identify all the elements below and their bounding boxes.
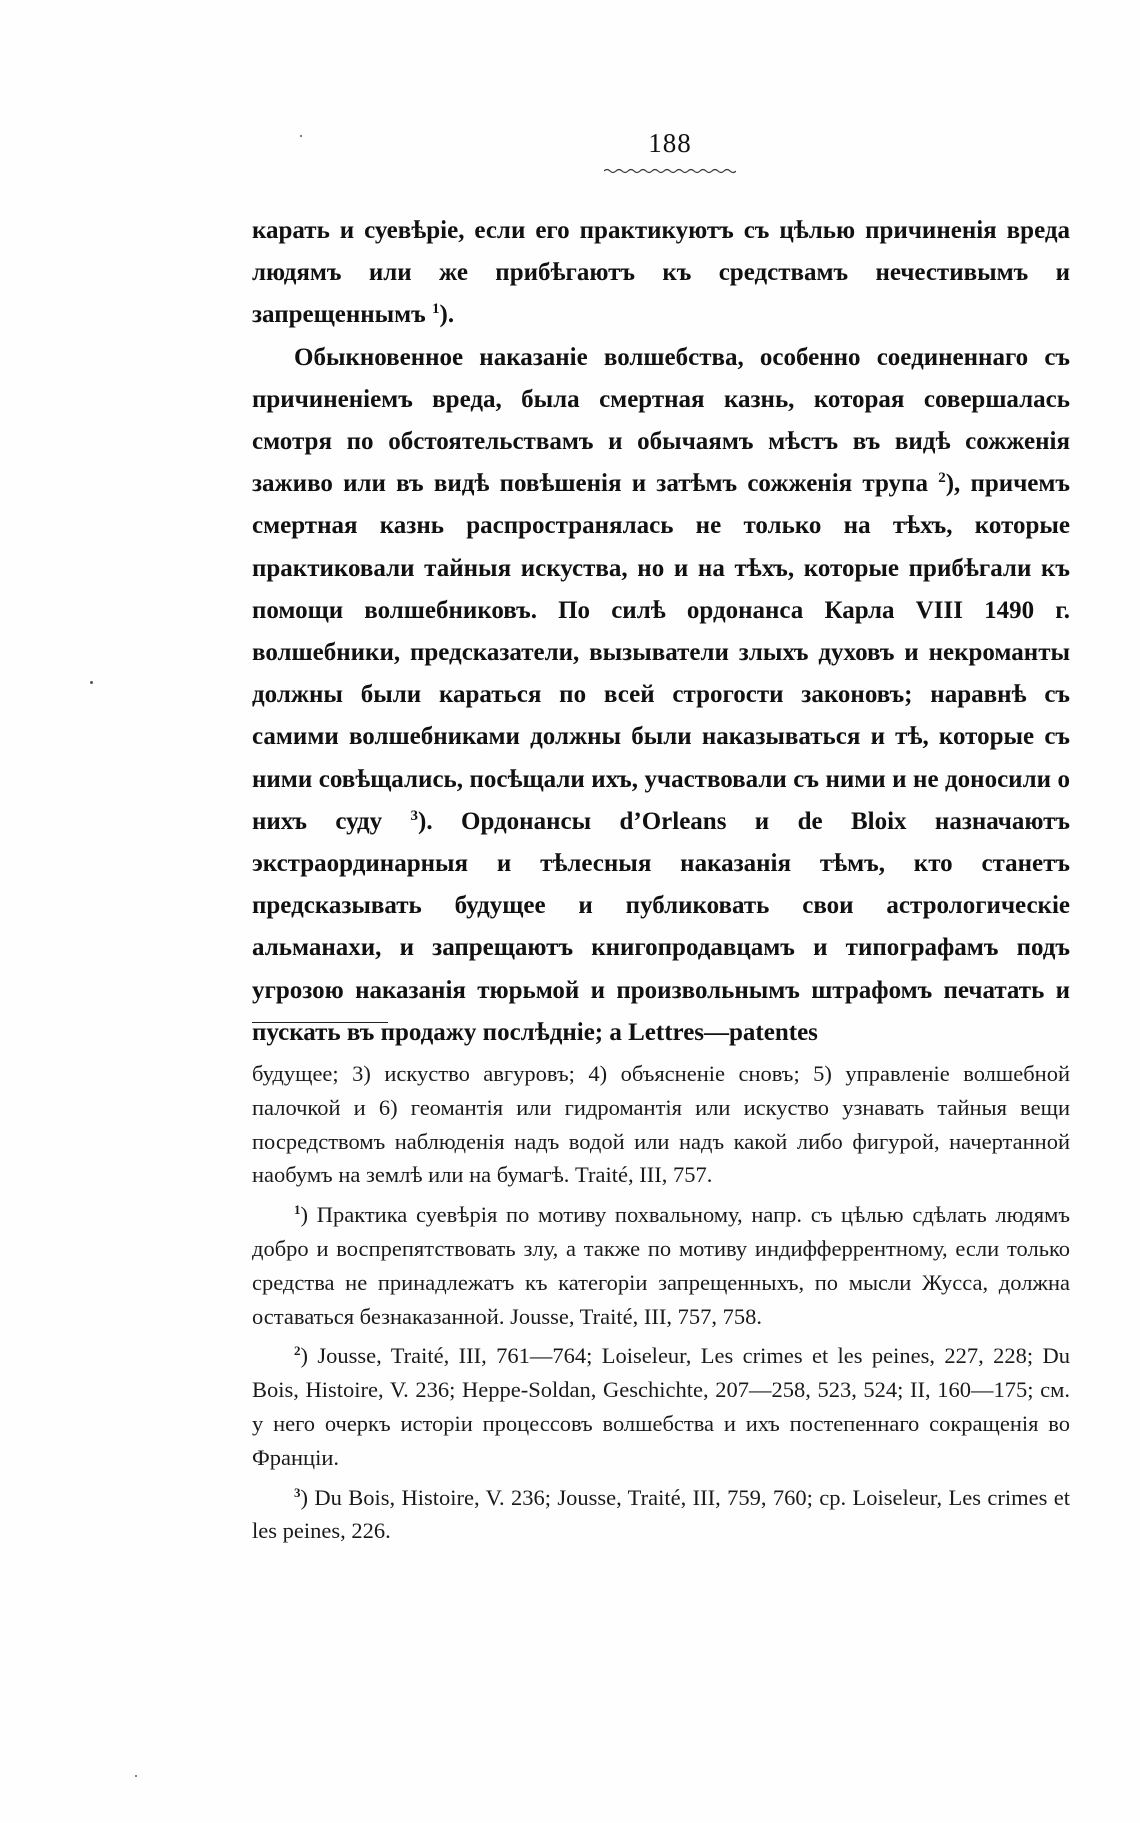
main-text xyxy=(252,210,1070,1054)
footnote: $^2$) Jousse, Traité, III, 761—764; Loiseleur, Les crimes et les peines, 227, 228; Du Bois, Histoire, V. 236; Heppe-Soldan, Geschichte, 207—258, 523, 524; II, 160—175; см. у него очеркъ исторіи процессовъ волшебства и ихъ постепеннаго сокращенія во Франціи. xyxy=(252,1343,1070,1470)
page-number: 188 xyxy=(648,128,692,158)
footnote-continuation: будущее; 3) искуство авгуровъ; 4) объясненіе сновъ; 5) управленіе волшебной палочкой и 6) геомантія или гидромантія или искуство узнавать тайныя вещи посредствомъ наблюденія надъ водой или надъ какой либо фигурой, начертанной наобумъ на землѣ или на бумагѣ. Traité, III, 757. xyxy=(252,1061,1070,1188)
footnote: $^1$) Практика суевѣрія по мотиву похвальному, напр. съ цѣлью сдѣлать людямъ добро и воспрепятствовать злу, а также по мотиву индифферрентному, если только средства не принадлежатъ къ категоріи запрещенныхъ, по мысли Жусса, должна оставаться безнаказанной. Jousse, Traité, III, 757, 758. xyxy=(252,1202,1070,1329)
paragraph: Обыкновенное наказаніе волшебства, особенно соединеннаго съ причиненіемъ вреда, была смертная казнь, которая совершалась смотря по обстоятельствамъ и обычаямъ мѣстъ въ видѣ сожженія заживо или въ видѣ повѣшенія и затѣмъ сожженія трупа $^2$), причемъ смертная казнь распространялась не только на тѣхъ, которые практиковали тайныя искуства, но и на тѣхъ, которые прибѣгали къ помощи волшебниковъ. По силѣ ордонанса Карла VIII 1490 г. волшебники, предсказатели, вызыватели злыхъ духовъ и некроманты должны были караться по всей строгости законовъ; наравнѣ съ самими волшебниками должны были наказываться и тѣ, которые съ ними совѣщались, посѣщали ихъ, участвовали съ ними и не доносили о нихъ суду $^3$). Ордонансы d’Orleans и de Bloix назначаютъ экстраординарныя и тѣлесныя наказанія тѣмъ, кто станетъ предсказывать будущее и публиковать свои астрологическіе альманахи, и запрещаютъ книгопродавцамъ и типографамъ подъ угрозою наказанія тюрьмой и произвольнымъ штрафомъ печатать и пускать въ продажу послѣдніе; а Lettres—patentes xyxy=(252,343,1070,1046)
footnote-ref: 2 xyxy=(938,470,946,487)
footnote-mark: 1 xyxy=(294,1202,301,1218)
footnotes xyxy=(252,1057,1070,1554)
page-header xyxy=(600,128,740,178)
footnote-mark: 3 xyxy=(294,1484,301,1500)
scan-speck xyxy=(135,1775,137,1777)
scan-speck xyxy=(90,681,93,684)
paragraph: карать и суевѣріе, если его практикуютъ съ цѣлью причиненія вреда людямъ или же прибѣгаютъ къ средствамъ нечестивымъ и запрещеннымъ $^1$). xyxy=(252,217,1070,329)
scan-speck xyxy=(300,135,302,137)
footnote-separator xyxy=(252,1022,388,1023)
footnote-ref: 3 xyxy=(410,807,419,824)
footnote: $^3$) Du Bois, Histoire, V. 236; Jousse, Traité, III, 759, 760; ср. Loiseleur, Les crimes et les peines, 226. xyxy=(252,1484,1070,1544)
wavy-rule-ornament xyxy=(604,168,736,174)
footnote-mark: 2 xyxy=(294,1343,301,1359)
footnote-ref: 1 xyxy=(432,301,440,318)
